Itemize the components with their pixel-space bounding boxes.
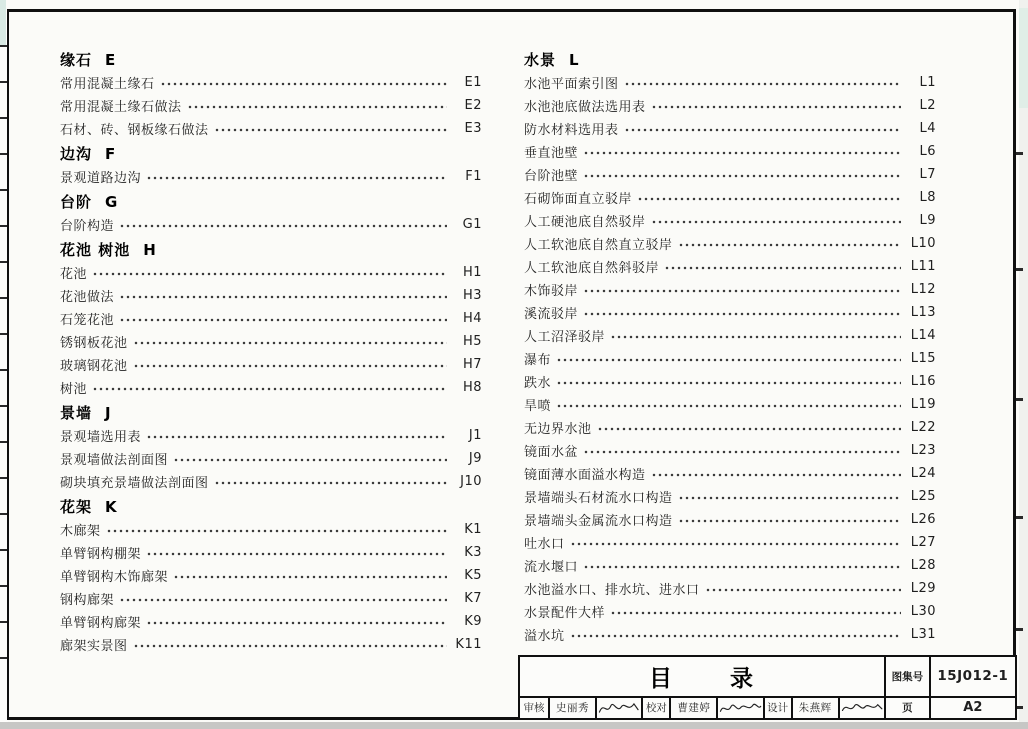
- entry-title: 玻璃钢花池: [60, 359, 128, 374]
- toc-section-header: [524, 48, 936, 71]
- dotted-leader: [583, 147, 901, 159]
- handwritten-signature: [716, 698, 762, 718]
- entry-page-code: L7: [919, 167, 936, 182]
- entry-page-code: F1: [465, 169, 482, 184]
- dotted-leader: [570, 630, 901, 642]
- entry-title: 单臂钢构廊架: [60, 616, 142, 631]
- toc-entry: [60, 165, 482, 188]
- entry-title: 台阶池壁: [524, 169, 579, 184]
- toc-entry: [60, 424, 482, 447]
- toc-entry: [524, 347, 936, 370]
- toc-entry: [60, 330, 482, 353]
- entry-title: 水池平面索引图: [524, 77, 619, 92]
- dotted-leader: [119, 314, 447, 326]
- toc-entry: [524, 393, 936, 416]
- handwritten-signature: [838, 698, 884, 718]
- atlas-number-value: 15J012-1: [937, 668, 1009, 685]
- entry-title: 廊架实景图: [60, 639, 128, 654]
- signature-icon: [840, 698, 884, 718]
- dotted-leader: [678, 492, 901, 504]
- entry-page-code: L6: [919, 144, 936, 159]
- entry-title: 石材、砖、钢板缘石做法: [60, 123, 209, 138]
- toc-entry: [524, 324, 936, 347]
- signature-icon: [597, 698, 641, 718]
- entry-page-code: K7: [464, 591, 482, 606]
- scan-edge-artifact: [1019, 8, 1028, 108]
- dotted-leader: [678, 239, 901, 251]
- entry-title: 水池池底做法选用表: [524, 100, 646, 115]
- entry-title: 锈钢板花池: [60, 336, 128, 351]
- toc-entry: [524, 301, 936, 324]
- entry-page-code: L14: [910, 328, 936, 343]
- entry-page-code: G1: [462, 217, 482, 232]
- dotted-leader: [664, 262, 901, 274]
- entry-title: 台阶构造: [60, 219, 115, 234]
- toc-entry: [524, 209, 936, 232]
- entry-page-code: K11: [455, 637, 482, 652]
- dotted-leader: [637, 193, 901, 205]
- dotted-leader: [624, 124, 901, 136]
- entry-title: 景墙端头石材流水口构造: [524, 491, 673, 506]
- entry-title: 镜面薄水面溢水构造: [524, 468, 646, 483]
- entry-page-code: E1: [464, 75, 482, 90]
- entry-page-code: L30: [910, 604, 936, 619]
- entry-page-code: L4: [919, 121, 936, 136]
- toc-entry: [524, 531, 936, 554]
- toc-entry: [60, 353, 482, 376]
- entry-title: 砌块填充景墙做法剖面图: [60, 476, 209, 491]
- toc-entry: [524, 416, 936, 439]
- approval-printed-name: 曹建婷: [669, 698, 716, 718]
- entry-title: 人工软池底自然直立驳岸: [524, 238, 673, 253]
- toc-entry: [524, 140, 936, 163]
- toc-section-header: [60, 48, 482, 71]
- dotted-leader: [214, 477, 447, 489]
- entry-title: 石笼花池: [60, 313, 115, 328]
- entry-page-code: L26: [910, 512, 936, 527]
- title-block: [518, 655, 1017, 720]
- toc-section-header: [60, 401, 482, 424]
- section-letter: L: [569, 50, 580, 69]
- toc-entry: [524, 94, 936, 117]
- title-block-labels: [884, 657, 929, 718]
- toc-entry: [524, 163, 936, 186]
- toc-entry: [60, 284, 482, 307]
- entry-page-code: H1: [462, 265, 482, 280]
- toc-entry: [60, 518, 482, 541]
- dotted-leader: [583, 446, 901, 458]
- entry-page-code: L23: [910, 443, 936, 458]
- dotted-leader: [556, 354, 901, 366]
- entry-page-code: L24: [910, 466, 936, 481]
- dotted-leader: [173, 454, 447, 466]
- toc-entry: [60, 447, 482, 470]
- toc-entry: [524, 439, 936, 462]
- toc-column-left: [60, 46, 482, 656]
- entry-title: 景观墙做法剖面图: [60, 453, 169, 468]
- toc-section-header: [60, 142, 482, 165]
- section-title: 台阶: [60, 193, 93, 211]
- entry-title: 无边界水池: [524, 422, 592, 437]
- entry-title: 水池溢水口、排水坑、进水口: [524, 583, 700, 598]
- toc-entry: [524, 623, 936, 646]
- section-title: 边沟: [60, 145, 93, 163]
- entry-page-code: L10: [910, 236, 936, 251]
- section-title: 景墙: [60, 404, 93, 422]
- dotted-leader: [106, 525, 447, 537]
- toc-entry: [60, 541, 482, 564]
- dotted-leader: [119, 594, 447, 606]
- entry-title: 木饰驳岸: [524, 284, 579, 299]
- title-block-main: [520, 657, 884, 718]
- entry-page-code: E3: [464, 121, 482, 136]
- approval-role-label: 校对: [641, 698, 669, 718]
- toc-entry: [524, 462, 936, 485]
- toc-entry: [60, 376, 482, 399]
- dotted-leader: [583, 170, 901, 182]
- toc-entry: [524, 508, 936, 531]
- toc-entry: [60, 213, 482, 236]
- dotted-leader: [146, 431, 447, 443]
- dotted-leader: [146, 617, 447, 629]
- entry-page-code: L31: [910, 627, 936, 642]
- entry-page-code: L28: [910, 558, 936, 573]
- toc-entry: [524, 577, 936, 600]
- entry-title: 花池: [60, 267, 88, 282]
- entry-title: 流水堰口: [524, 560, 579, 575]
- dotted-leader: [583, 285, 901, 297]
- toc-entry: [524, 255, 936, 278]
- toc-entry: [524, 278, 936, 301]
- entry-title: 钢构廊架: [60, 593, 115, 608]
- toc-entry: [524, 485, 936, 508]
- entry-title: 花池做法: [60, 290, 115, 305]
- approval-role-label: 审核: [523, 702, 545, 715]
- atlas-number-label: 图集号: [891, 670, 924, 683]
- entry-page-code: L13: [910, 305, 936, 320]
- entry-title: 人工硬池底自然驳岸: [524, 215, 646, 230]
- toc-entry: [60, 633, 482, 656]
- entry-page-code: L22: [910, 420, 936, 435]
- entry-page-code: J1: [468, 428, 482, 443]
- toc-entry: [60, 470, 482, 493]
- toc-section-header: [60, 238, 482, 261]
- entry-title: 景墙端头金属流水口构造: [524, 514, 673, 529]
- entry-title: 树池: [60, 382, 88, 397]
- entry-page-code: L1: [919, 75, 936, 90]
- scan-edge-artifact: [1019, 0, 1028, 722]
- entry-page-code: H5: [462, 334, 482, 349]
- section-title: 花池 树池: [60, 241, 131, 259]
- entry-title: 常用混凝土缘石: [60, 77, 155, 92]
- entry-page-code: K9: [464, 614, 482, 629]
- dotted-leader: [92, 268, 447, 280]
- scan-edge-artifact: [0, 0, 6, 46]
- entry-title: 瀑布: [524, 353, 552, 368]
- entry-page-code: K5: [464, 568, 482, 583]
- dotted-leader: [133, 337, 447, 349]
- section-title: 水景: [524, 51, 557, 69]
- entry-page-code: L15: [910, 351, 936, 366]
- entry-page-code: J10: [460, 474, 482, 489]
- entry-page-code: L12: [910, 282, 936, 297]
- toc-section-header: [60, 495, 482, 518]
- entry-title: 镜面水盆: [524, 445, 579, 460]
- dotted-leader: [556, 377, 901, 389]
- toc-column-right: [524, 46, 936, 646]
- page-number-label: 页: [886, 696, 929, 718]
- entry-page-code: K1: [464, 522, 482, 537]
- dotted-leader: [119, 220, 447, 232]
- dotted-leader: [583, 561, 901, 573]
- entry-page-code: K3: [464, 545, 482, 560]
- dotted-leader: [597, 423, 901, 435]
- entry-title: 防水材料选用表: [524, 123, 619, 138]
- toc-entry: [524, 232, 936, 255]
- dotted-leader: [610, 331, 901, 343]
- entry-page-code: H8: [462, 380, 482, 395]
- section-letter: G: [105, 192, 119, 211]
- dotted-leader: [651, 469, 901, 481]
- entry-page-code: H7: [462, 357, 482, 372]
- entry-page-code: L9: [919, 213, 936, 228]
- entry-title: 人工软池底自然斜驳岸: [524, 261, 660, 276]
- toc-entry: [60, 564, 482, 587]
- toc-entry: [524, 117, 936, 140]
- page-title: 目 录: [648, 665, 755, 692]
- page-number-value: A2: [931, 696, 1015, 718]
- dotted-leader: [583, 308, 901, 320]
- dotted-leader: [570, 538, 901, 550]
- entry-title: 溪流驳岸: [524, 307, 579, 322]
- entry-page-code: L2: [919, 98, 936, 113]
- signature-icon: [718, 698, 762, 718]
- section-letter: J: [105, 403, 112, 422]
- section-letter: E: [105, 50, 117, 69]
- toc-entry: [524, 370, 936, 393]
- dotted-leader: [705, 584, 901, 596]
- toc-entry: [60, 261, 482, 284]
- dotted-leader: [133, 640, 447, 652]
- dotted-leader: [160, 78, 447, 90]
- toc-entry: [60, 71, 482, 94]
- entry-title: 单臂钢构木饰廊架: [60, 570, 169, 585]
- entry-title: 人工沼泽驳岸: [524, 330, 606, 345]
- entry-title: 木廊架: [60, 524, 101, 539]
- entry-title: 景观道路边沟: [60, 171, 142, 186]
- dotted-leader: [678, 515, 901, 527]
- entry-title: 单臂钢构棚架: [60, 547, 142, 562]
- toc-entry: [60, 587, 482, 610]
- toc-entry: [524, 554, 936, 577]
- entry-page-code: L27: [910, 535, 936, 550]
- toc-entry: [524, 186, 936, 209]
- approval-role-label: 设计: [763, 698, 791, 718]
- toc-entry: [60, 117, 482, 140]
- entry-page-code: H4: [462, 311, 482, 326]
- dotted-leader: [610, 607, 901, 619]
- approval-printed-name: 朱燕辉: [791, 698, 838, 718]
- entry-page-code: L25: [910, 489, 936, 504]
- approval-row: [520, 696, 884, 718]
- toc-section-header: [60, 190, 482, 213]
- section-title: 缘石: [60, 51, 93, 69]
- entry-page-code: L11: [910, 259, 936, 274]
- entry-title: 吐水口: [524, 537, 565, 552]
- dotted-leader: [651, 101, 901, 113]
- handwritten-signature: [595, 698, 641, 718]
- entry-page-code: E2: [464, 98, 482, 113]
- entry-title: 水景配件大样: [524, 606, 606, 621]
- scan-edge-shadow: [0, 722, 1028, 729]
- dotted-leader: [133, 360, 447, 372]
- entry-page-code: L29: [910, 581, 936, 596]
- toc-entry: [60, 307, 482, 330]
- dotted-leader: [92, 383, 447, 395]
- entry-title: 景观墙选用表: [60, 430, 142, 445]
- entry-title: 石砌饰面直立驳岸: [524, 192, 633, 207]
- approval-printed-name: 史丽秀: [548, 698, 595, 718]
- dotted-leader: [187, 101, 447, 113]
- dotted-leader: [146, 548, 447, 560]
- entry-page-code: L16: [910, 374, 936, 389]
- entry-title: 跌水: [524, 376, 552, 391]
- toc-entry: [524, 71, 936, 94]
- title-block-values: [929, 657, 1015, 718]
- dotted-leader: [651, 216, 901, 228]
- entry-page-code: L19: [910, 397, 936, 412]
- section-title: 花架: [60, 498, 93, 516]
- toc-entry: [60, 94, 482, 117]
- entry-title: 垂直池壁: [524, 146, 579, 161]
- entry-page-code: H3: [462, 288, 482, 303]
- dotted-leader: [119, 291, 447, 303]
- entry-title: 常用混凝土缘石做法: [60, 100, 182, 115]
- section-letter: F: [105, 144, 117, 163]
- entry-title: 旱喷: [524, 399, 552, 414]
- entry-page-code: L8: [919, 190, 936, 205]
- entry-title: 溢水坑: [524, 629, 565, 644]
- dotted-leader: [146, 172, 447, 184]
- toc-entry: [60, 610, 482, 633]
- dotted-leader: [556, 400, 901, 412]
- entry-page-code: J9: [468, 451, 482, 466]
- dotted-leader: [214, 124, 447, 136]
- section-letter: K: [105, 497, 118, 516]
- toc-entry: [524, 600, 936, 623]
- dotted-leader: [173, 571, 447, 583]
- dotted-leader: [624, 78, 901, 90]
- section-letter: H: [143, 240, 157, 259]
